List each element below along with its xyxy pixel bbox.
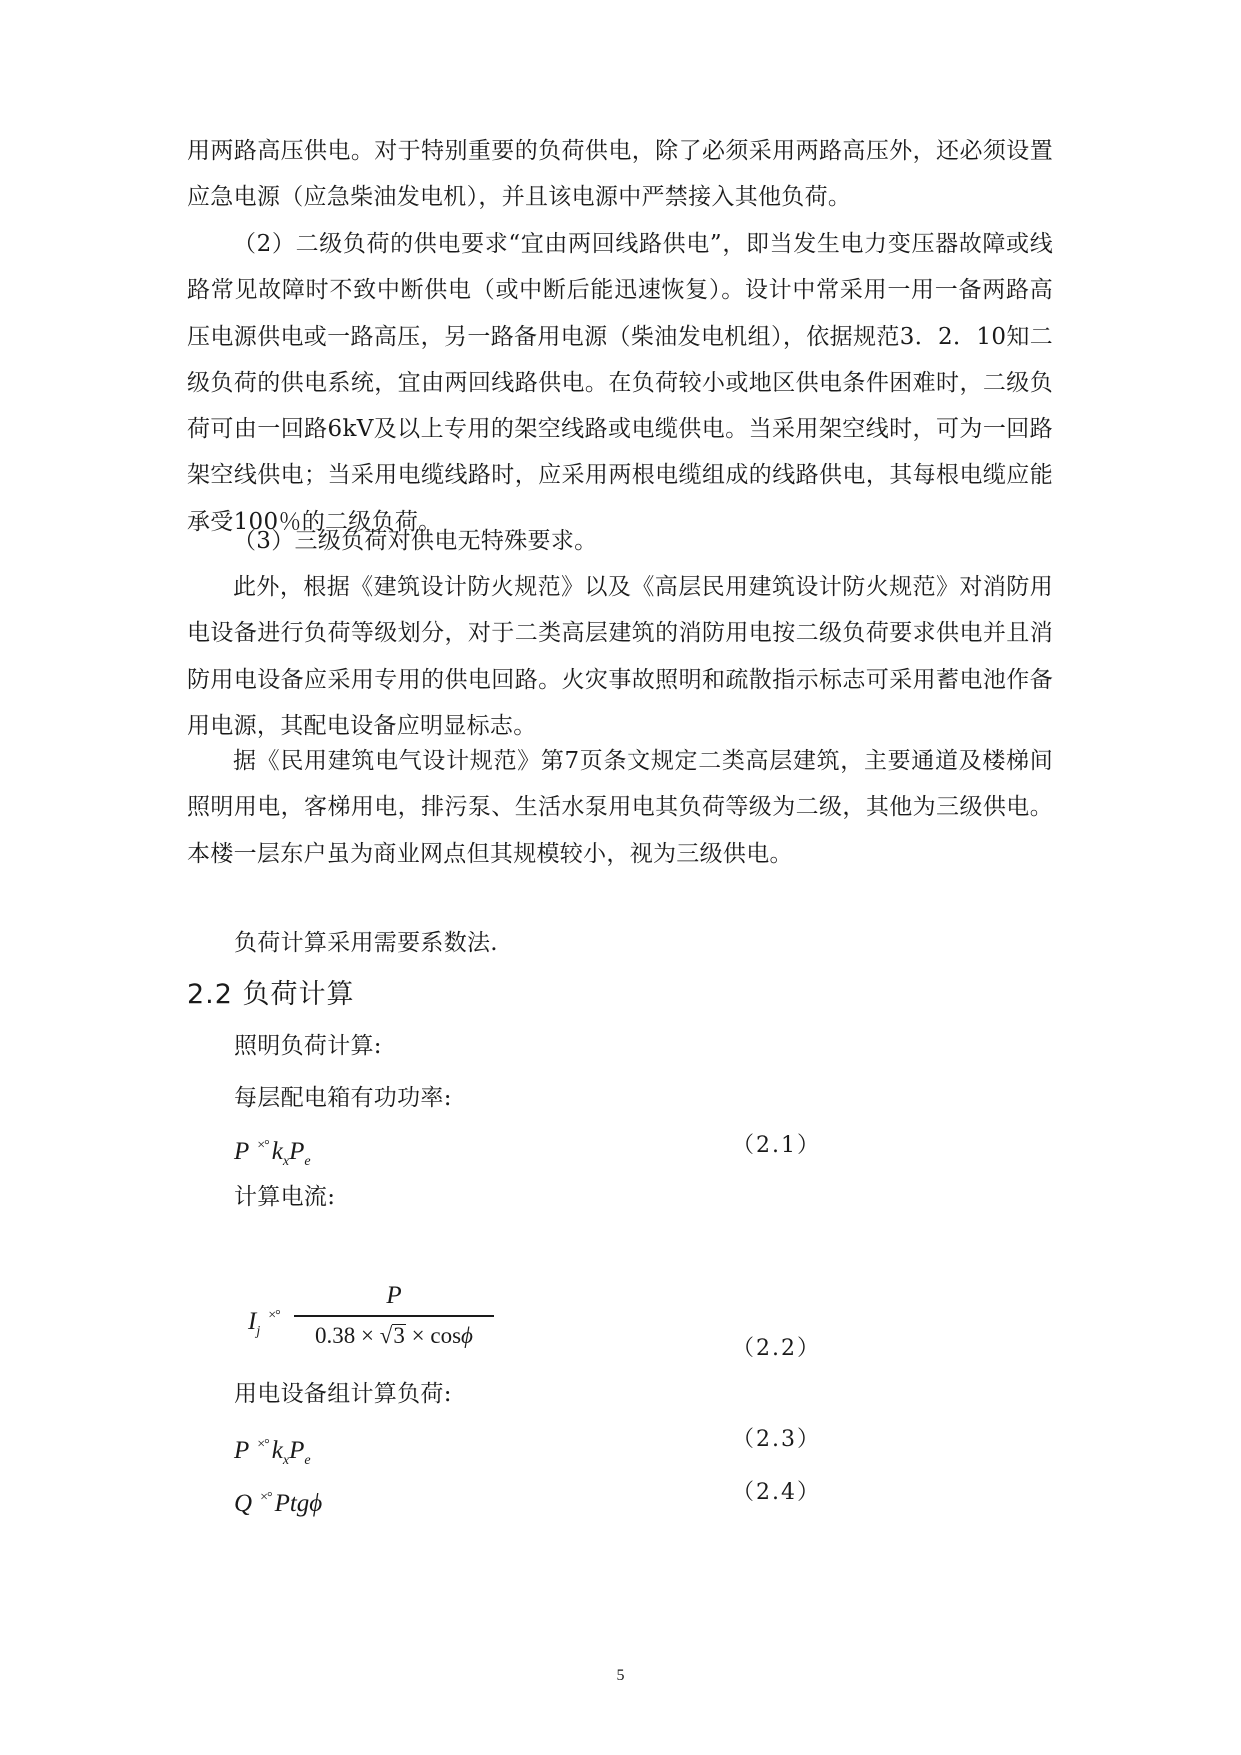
equation-number-2-3: （2.3）: [732, 1427, 821, 1452]
formula-symbol: k: [271, 1437, 283, 1464]
equation-number-2-4: （2.4）: [732, 1480, 821, 1505]
section-heading: 2.2 负荷计算: [187, 979, 355, 1010]
formula-symbol: I: [248, 1308, 257, 1335]
paragraph-tertiary-load: （3）三级负荷对供电无特殊要求。: [233, 528, 598, 554]
equipment-group-line: 用电设备组计算负荷:: [234, 1381, 452, 1407]
equals-glyph: ×°: [268, 1308, 280, 1323]
paragraph-civil-building-code: 据《民用建筑电气设计规范》第7页条文规定二类高层建筑，主要通道及楼梯间照明用电，客梯用电，排污泵、生活水泵用电其负荷等级为二级，其他为三级供电。本楼一层东户虽为商业网点但其规模较小，视为三级供电。: [187, 748, 1053, 867]
equation-number-2-2: （2.2）: [732, 1336, 821, 1361]
sqrt-radicand: 3: [393, 1322, 405, 1348]
formula-symbol: k: [271, 1138, 283, 1165]
fraction-denominator: 0.38 × √3 × cosϕ: [315, 1322, 473, 1348]
fraction: [294, 1280, 494, 1351]
formula-2-3: [234, 1428, 311, 1478]
phi-symbol: ϕ: [461, 1322, 473, 1348]
denominator-part: 0.38 ×: [315, 1322, 380, 1348]
paragraph-secondary-load: （2）二级负荷的供电要求“宜由两回线路供电”，即当发生电力变压器故障或线路常见故障时不致中断供电（或中断后能迅速恢复）。设计中常采用一用一备两路高压电源供电或一路高压，另一路备用电源（柴油发电机组），依据规范3．2．10知二级负荷的供电系统，宜由两回线路供电。在负荷较小或地区供电条件困难时，二级负荷可由一回路6kV及以上专用的架空线路或电缆供电。当采用架空线时，可为一回路架空线供电；当采用电缆线路时，应采用两根电缆组成的线路供电，其每根电缆应能承受100％的二级负荷。: [187, 231, 1053, 535]
formula-symbol: P: [289, 1437, 305, 1464]
paragraph-fire-protection: 此外，根据《建筑设计防火规范》以及《高层民用建筑设计防火规范》对消防用电设备进行负荷等级划分，对于二类高层建筑的消防用电按二级负荷要求供电并且消防用电设备应采用专用的供电回路。火灾事故照明和疏散指示标志可采用蓄电池作备用电源，其配电设备应明显标志。: [187, 574, 1053, 739]
formula-subscript: e: [304, 1453, 311, 1468]
formula-symbol: P: [234, 1437, 250, 1464]
formula-lhs: [248, 1308, 280, 1340]
formula-symbol: Q: [234, 1490, 253, 1517]
formula-subscript: x: [282, 1154, 290, 1169]
equals-glyph: ×°: [257, 1437, 269, 1452]
formula-symbol: P: [234, 1138, 250, 1165]
equation-number-2-1: （2.1）: [732, 1133, 821, 1158]
formula-2-1: [234, 1129, 311, 1179]
denominator-part: × cos: [405, 1322, 462, 1348]
page-number: 5: [616, 1667, 625, 1684]
fraction-bar: [294, 1315, 494, 1317]
formula-subscript: e: [304, 1154, 311, 1169]
paragraph-high-voltage-supply: 用两路高压供电。对于特别重要的负荷供电，除了必须采用两路高压外，还必须设置应急电源（应急柴油发电机），并且该电源中严禁接入其他负荷。: [187, 138, 1053, 211]
method-line: 负荷计算采用需要系数法.: [234, 930, 498, 956]
formula-2-2: [234, 1280, 494, 1370]
formula-subscript: j: [256, 1324, 261, 1339]
equals-glyph: ×°: [257, 1138, 269, 1153]
active-power-line: 每层配电箱有功功率:: [234, 1085, 452, 1111]
equals-glyph: ×°: [260, 1490, 272, 1505]
formula-symbol: Ptg: [274, 1490, 310, 1517]
current-line: 计算电流:: [234, 1184, 336, 1210]
formula-symbol: P: [289, 1138, 305, 1165]
lighting-line: 照明负荷计算:: [234, 1033, 382, 1059]
formula-subscript: x: [282, 1453, 290, 1468]
phi-symbol: ϕ: [309, 1490, 323, 1517]
formula-2-4: [234, 1481, 322, 1521]
fraction-numerator: P: [386, 1282, 402, 1309]
